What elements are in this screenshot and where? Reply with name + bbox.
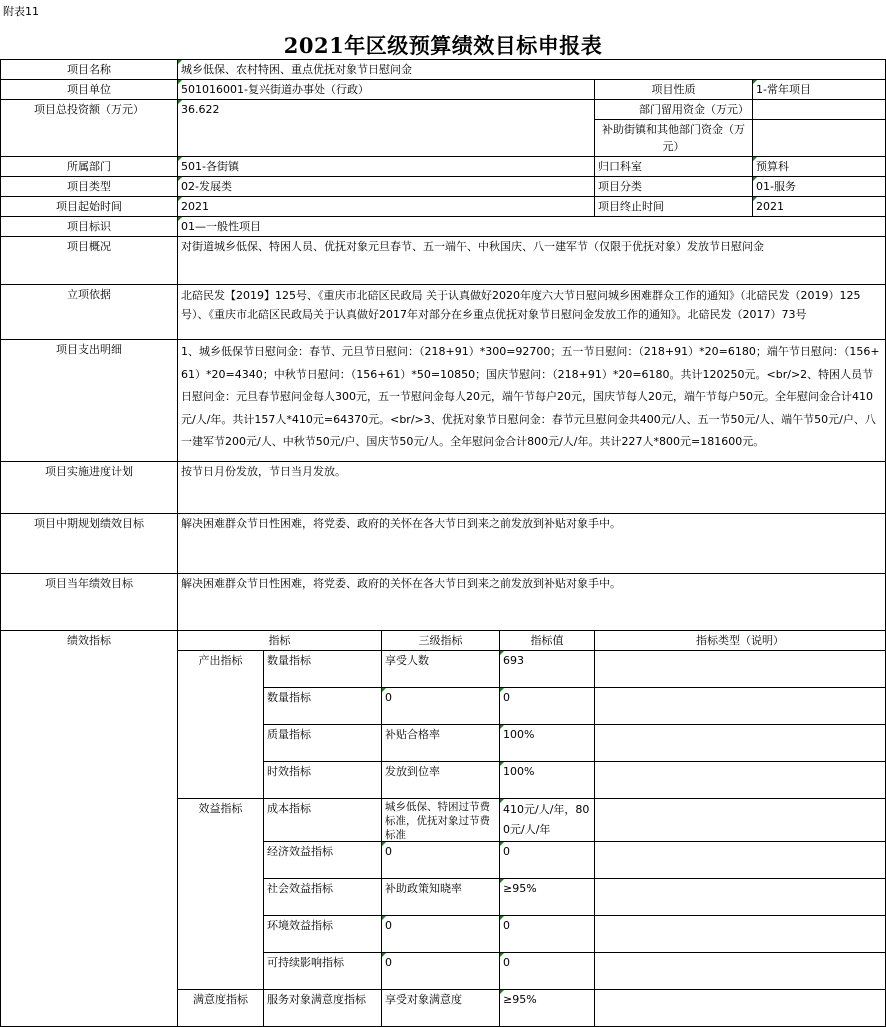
perf-sub-indicator: 社会效益指标 bbox=[264, 879, 382, 916]
label-office: 归口科室 bbox=[595, 157, 753, 177]
perf-value: 0 bbox=[500, 953, 595, 990]
label-dept-retained-fund: 部门留用资金（万元） bbox=[595, 100, 753, 120]
perf-type bbox=[595, 842, 886, 879]
label-mid-term-goal: 项目中期规划绩效目标 bbox=[1, 514, 178, 574]
attachment-label: 附表11 bbox=[3, 5, 39, 18]
perf-value: 410元/人/年，800元/人/年 bbox=[500, 799, 595, 842]
perf-level3: 0 bbox=[382, 688, 500, 725]
perf-level3: 0 bbox=[382, 953, 500, 990]
perf-value: 693 bbox=[500, 651, 595, 688]
value-total-investment: 36.622 bbox=[178, 100, 595, 157]
perf-value: ≥95% bbox=[500, 879, 595, 916]
value-annual-goal: 解决困难群众节日性困难，将党委、政府的关怀在各大节日到来之前发放到补贴对象手中。 bbox=[178, 574, 886, 631]
label-overview: 项目概况 bbox=[1, 237, 178, 285]
perf-type bbox=[595, 953, 886, 990]
perf-level3: 补助政策知晓率 bbox=[382, 879, 500, 916]
label-department: 所属部门 bbox=[1, 157, 178, 177]
perf-value: ≥95% bbox=[500, 990, 595, 1027]
perf-level3: 0 bbox=[382, 842, 500, 879]
perf-value: 100% bbox=[500, 762, 595, 799]
perf-type bbox=[595, 990, 886, 1027]
perf-level3: 城乡低保、特困过节费标准，优抚对象过节费标准 bbox=[382, 799, 500, 842]
perf-sub-indicator: 时效指标 bbox=[264, 762, 382, 799]
perf-level3: 发放到位率 bbox=[382, 762, 500, 799]
page-title: 2021年区级预算绩效目标申报表 bbox=[283, 33, 603, 58]
label-subsidy-fund: 补助街镇和其他部门资金（万元） bbox=[595, 120, 753, 157]
label-project-type: 项目类型 bbox=[1, 177, 178, 197]
perf-group-output: 产出指标 bbox=[178, 651, 264, 799]
perf-value: 0 bbox=[500, 916, 595, 953]
perf-value: 0 bbox=[500, 688, 595, 725]
perf-sub-indicator: 经济效益指标 bbox=[264, 842, 382, 879]
perf-sub-indicator: 服务对象满意度指标 bbox=[264, 990, 382, 1027]
perf-sub-indicator: 成本指标 bbox=[264, 799, 382, 842]
perf-level3: 0 bbox=[382, 916, 500, 953]
perf-type bbox=[595, 725, 886, 762]
label-end-time: 项目终止时间 bbox=[595, 197, 753, 217]
perf-sub-indicator: 环境效益指标 bbox=[264, 916, 382, 953]
perf-header-value: 指标值 bbox=[500, 631, 595, 651]
value-mid-term-goal: 解决困难群众节日性困难，将党委、政府的关怀在各大节日到来之前发放到补贴对象手中。 bbox=[178, 514, 886, 574]
perf-type bbox=[595, 879, 886, 916]
label-annual-goal: 项目当年绩效目标 bbox=[1, 574, 178, 631]
perf-sub-indicator: 数量指标 bbox=[264, 688, 382, 725]
perf-header-level3: 三级指标 bbox=[382, 631, 500, 651]
value-progress-plan: 按节日月份发放，节日当月发放。 bbox=[178, 462, 886, 514]
value-project-category: 01-服务 bbox=[753, 177, 886, 197]
value-office: 预算科 bbox=[753, 157, 886, 177]
value-project-type: 02-发展类 bbox=[178, 177, 595, 197]
perf-level3: 享受人数 bbox=[382, 651, 500, 688]
label-start-time: 项目起始时间 bbox=[1, 197, 178, 217]
perf-header-type: 指标类型（说明） bbox=[595, 631, 886, 651]
label-total-investment: 项目总投资额（万元） bbox=[1, 100, 178, 157]
perf-header-indicator: 指标 bbox=[178, 631, 382, 651]
value-project-unit: 501016001-复兴街道办事处（行政） bbox=[178, 80, 595, 100]
value-dept-retained-fund bbox=[753, 100, 886, 120]
perf-group-benefit: 效益指标 bbox=[178, 799, 264, 990]
label-project-unit: 项目单位 bbox=[1, 80, 178, 100]
budget-form-table bbox=[0, 59, 886, 1027]
value-project-mark: 01—一般性项目 bbox=[178, 217, 886, 237]
perf-sub-indicator: 质量指标 bbox=[264, 725, 382, 762]
perf-group-satisfaction: 满意度指标 bbox=[178, 990, 264, 1027]
perf-type bbox=[595, 688, 886, 725]
label-basis: 立项依据 bbox=[1, 285, 178, 340]
value-basis: 北碚民发【2019】125号、《重庆市北碚区民政局 关于认真做好2020年度六大节日慰问城乡困难群众工作的通知》（北碚民发（2019）125号）、《重庆市北碚区民政局关于认真做好2017年对部分在乡重点优抚对象节日慰问金发放工作的通知》。北碚民发（2017）73号 bbox=[178, 285, 886, 340]
perf-type bbox=[595, 799, 886, 842]
value-start-time: 2021 bbox=[178, 197, 595, 217]
value-subsidy-fund bbox=[753, 120, 886, 157]
perf-value: 0 bbox=[500, 842, 595, 879]
label-progress-plan: 项目实施进度计划 bbox=[1, 462, 178, 514]
value-project-nature: 1-常年项目 bbox=[753, 80, 886, 100]
perf-type bbox=[595, 916, 886, 953]
perf-sub-indicator: 数量指标 bbox=[264, 651, 382, 688]
label-project-mark: 项目标识 bbox=[1, 217, 178, 237]
perf-type bbox=[595, 762, 886, 799]
value-department: 501-各街镇 bbox=[178, 157, 595, 177]
label-project-name: 项目名称 bbox=[1, 60, 178, 80]
value-end-time: 2021 bbox=[753, 197, 886, 217]
perf-level3: 补贴合格率 bbox=[382, 725, 500, 762]
perf-level3: 享受对象满意度 bbox=[382, 990, 500, 1027]
label-project-category: 项目分类 bbox=[595, 177, 753, 197]
label-project-nature: 项目性质 bbox=[595, 80, 753, 100]
label-performance-indicators: 绩效指标 bbox=[1, 631, 178, 1027]
perf-value: 100% bbox=[500, 725, 595, 762]
perf-type bbox=[595, 651, 886, 688]
value-project-name: 城乡低保、农村特困、重点优抚对象节日慰问金 bbox=[178, 60, 886, 80]
value-overview: 对街道城乡低保、特困人员、优抚对象元旦春节、五一端午、中秋国庆、八一建军节（仅限于优抚对象）发放节日慰问金 bbox=[178, 237, 886, 285]
label-expense-detail: 项目支出明细 bbox=[1, 340, 178, 462]
value-expense-detail: 1、城乡低保节日慰问金：春节、元旦节日慰问：（218+91）*300=92700；五一节日慰问：（218+91）*20=6180；端午节日慰问：（156+61）*20=4340；中秋节日慰问：（156+61）*50=10850；国庆节慰问：（218+91）*20=6180。共计120250元。<br/>2、特困人员节日慰问金：元旦春节慰问金每人300元，五一节慰问金每人20元，端午节每户20元，国庆节每人20元，端午节每户50元。全年慰问金合计410元/人/年。共计157人*410元=64370元。<br/>3、优抚对象节日慰问金：春节元旦慰问金共400元/人、五一节50元/人、端午节50元/户、八一建军节200元/人、中秋节50元/户、国庆节50元/人。全年慰问金合计800元/人/年。共计227人*800元=181600元。 bbox=[178, 340, 886, 462]
perf-sub-indicator: 可持续影响指标 bbox=[264, 953, 382, 990]
